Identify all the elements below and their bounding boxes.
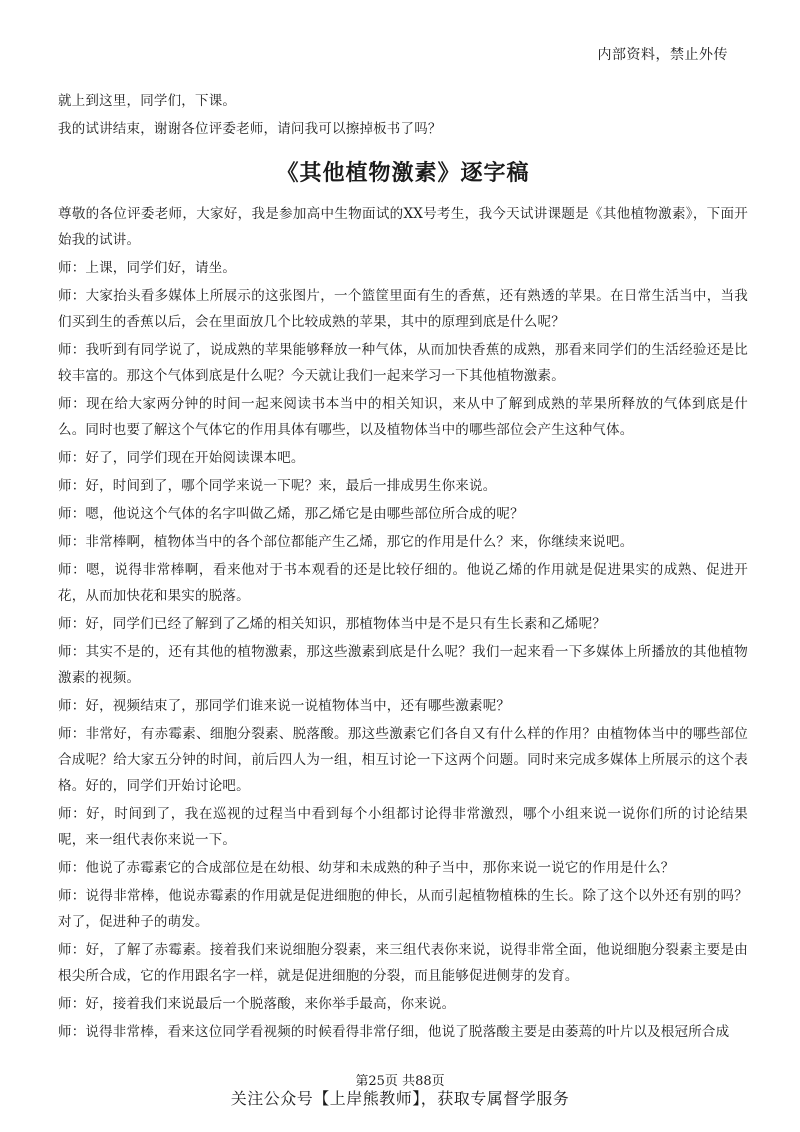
paragraph: 师：说得非常棒，他说赤霉素的作用就是促进细胞的伸长，从而引起植物植株的生长。除了这个以外还有别的吗？对了，促进种子的萌发。 — [58, 888, 748, 930]
pre-line: 我的试讲结束，谢谢各位评委老师，请问我可以擦掉板书了吗？ — [58, 121, 442, 137]
paragraph: 师：上课，同学们好，请坐。 — [58, 260, 237, 276]
header-note: 内部资料，禁止外传 — [597, 47, 728, 63]
paragraph: 师：好，接着我们来说最后一个脱落酸，来你举手最高，你来说。 — [58, 996, 456, 1012]
paragraph: 师：好，时间到了，哪个同学来说一下呢？来，最后一排成男生你来说。 — [58, 478, 497, 494]
paragraph: 师：嗯，他说这个气体的名字叫做乙烯，那乙烯它是由哪些部位所合成的呢？ — [58, 506, 524, 522]
paragraph: 师：我听到有同学说了，说成熟的苹果能够释放一种气体，从而加快香蕉的成熟，那看来同学们的生活经验还是比较丰富的。那这个气体到底是什么呢？今天就让我们一起来学习一下其他植物激素。 — [58, 342, 748, 384]
pre-line: 就上到这里，同学们，下课。 — [58, 93, 237, 109]
paragraph: 师：现在给大家两分钟的时间一起来阅读书本当中的相关知识，来从中了解到成熟的苹果所释放的气体到底是什么。同时也要了解这个气体它的作用具体有哪些，以及植物体当中的哪些部位会产生这种气体。 — [58, 396, 748, 438]
paragraph: 师：好，了解了赤霉素。接着我们来说细胞分裂素，来三组代表你来说，说得非常全面，他说细胞分裂素主要是由根尖所合成，它的作用跟名字一样，就是促进细胞的分裂，而且能够促进侧芽的发育。 — [58, 942, 748, 984]
footer-promo: 关注公众号【上岸熊教师】，获取专属督学服务 — [230, 1089, 570, 1108]
paragraph: 师：他说了赤霉素它的合成部位是在幼根、幼芽和未成熟的种子当中，那你来说一说它的作用是什么？ — [58, 860, 675, 876]
paragraph: 师：其实不是的，还有其他的植物激素，那这些激素到底是什么呢？我们一起来看一下多媒体上所播放的其他植物激素的视频。 — [58, 644, 748, 686]
document-title: 《其他植物激素》逐字稿 — [276, 161, 530, 186]
paragraph: 师：好，时间到了，我在巡视的过程当中看到每个小组都讨论得非常激烈，哪个小组来说一说你们所的讨论结果呢，来一组代表你来说一下。 — [58, 806, 748, 848]
paragraph: 师：嗯，说得非常棒啊，看来他对于书本观看的还是比较仔细的。他说乙烯的作用就是促进果实的成熟、促进开花，从而加快花和果实的脱落。 — [58, 562, 748, 604]
paragraph: 师：说得非常棒，看来这位同学看视频的时候看得非常仔细，他说了脱落酸主要是由萎蔫的叶片以及根冠所合成 — [58, 1024, 730, 1040]
paragraph: 师：好，视频结束了，那同学们谁来说一说植物体当中，还有哪些激素呢？ — [58, 698, 511, 714]
paragraph: 师：非常棒啊，植物体当中的各个部位都能产生乙烯，那它的作用是什么？来，你继续来说吧。 — [58, 534, 634, 550]
paragraph: 师：非常好，有赤霉素、细胞分裂素、脱落酸。那这些激素它们各自又有什么样的作用？由植物体当中的哪些部位合成呢？给大家五分钟的时间，前后四人为一组，相互讨论一下这两个问题。同时来完成多媒体上所展示的这个表格。好的，同学们开始讨论吧。 — [58, 726, 748, 794]
paragraph: 师：好了，同学们现在开始阅读课本吧。 — [58, 450, 305, 466]
document-body — [58, 88, 748, 1047]
page-number: 第25页 共88页 — [355, 1074, 445, 1089]
paragraph: 师：好，同学们已经了解到了乙烯的相关知识，那植物体当中是不是只有生长素和乙烯呢？ — [58, 616, 606, 632]
paragraph: 师：大家抬头看多媒体上所展示的这张图片，一个篮筐里面有生的香蕉，还有熟透的苹果。在日常生活当中，当我们买到生的香蕉以后，会在里面放几个比较成熟的苹果，其中的原理到底是什么呢？ — [58, 288, 748, 330]
paragraph: 尊敬的各位评委老师，大家好，我是参加高中生物面试的XX号考生，我今天试讲课题是《其他植物激素》，下面开始我的试讲。 — [58, 206, 748, 248]
